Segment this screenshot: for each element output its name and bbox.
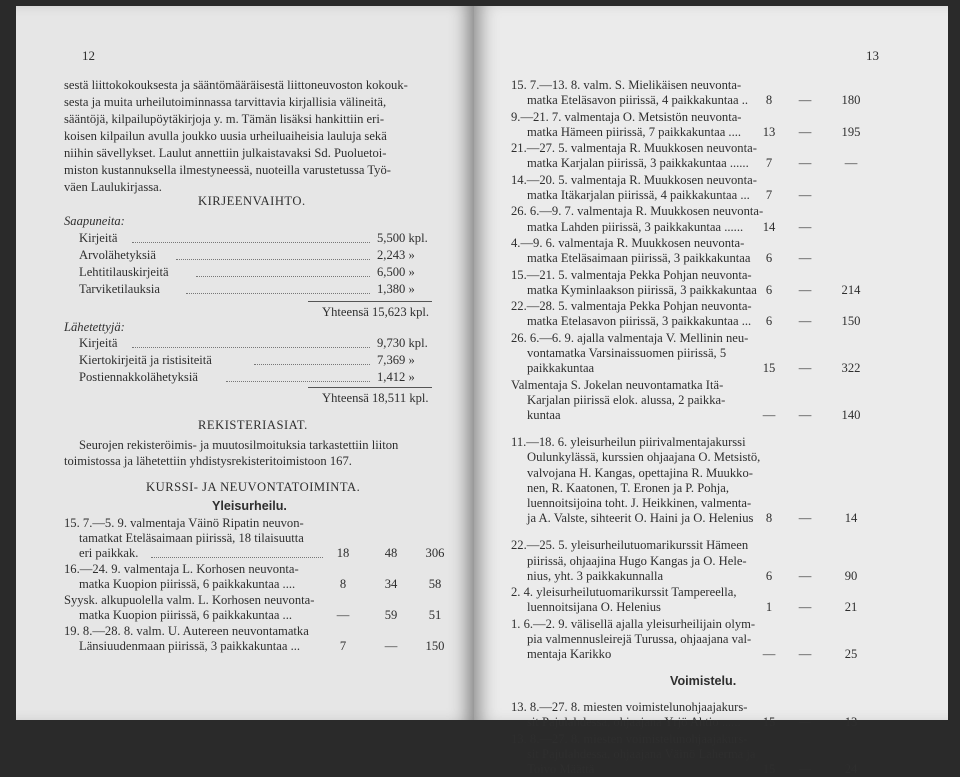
text-line: väen Laulukirjassa. xyxy=(64,180,162,194)
entry-col3: — xyxy=(844,156,858,171)
entry-line: matka Etelasavon piirissä, 3 paikkakuntaa ... xyxy=(527,314,752,329)
entry-col1: 6 xyxy=(765,568,773,583)
entry-line: matka Kyminlaakson piirissä, 3 paikkakuntaa xyxy=(527,282,757,297)
entry-col3: 180 xyxy=(841,93,861,108)
entry-line: 11.—18. 6. yleisurheilun piirivalmentajakurssi xyxy=(511,435,746,450)
entry-line: paikkakuntaa xyxy=(527,361,595,376)
entry-col2: — xyxy=(798,219,812,234)
entry-col3: 13 xyxy=(844,714,858,729)
sent-item-label: Kiertokirjeitä ja ristisiteitä xyxy=(79,353,212,367)
entry-line: pia valmennusleirejä Turussa, ohjaajana val- xyxy=(527,632,752,646)
entry-line: 14.—20. 5. valmentaja R. Muukkosen neuvonta- xyxy=(511,172,757,187)
entry-line: matka Lahden piirissä, 3 paikkakuntaa ...... xyxy=(527,219,744,234)
entry-col2: — xyxy=(798,600,812,615)
sum-rule xyxy=(308,301,432,302)
entry-col1: 8 xyxy=(765,93,773,108)
entry-col2: — xyxy=(384,639,398,653)
section-heading-rekisteriasiat: REKISTERIASIAT. xyxy=(198,418,308,432)
entry-col2: — xyxy=(798,124,812,139)
entry-col2: — xyxy=(798,251,812,266)
text-line: niihin sävellykset. Laulut annettiin julkaistavaksi Sd. Puoluetoi- xyxy=(64,146,387,160)
entry-col3: 150 xyxy=(841,314,861,329)
received-item-label: Lehtitilauskirjeitä xyxy=(79,265,169,279)
received-item-label: Tarviketilauksia xyxy=(79,282,160,296)
entry-line: mentaja Karikko xyxy=(527,647,612,662)
entry-line: 2. 4. yleisurheilutuomarikurssit Tampereella, xyxy=(511,585,737,600)
entry-line: 22.—25. 5. yleisurheilutuomarikurssit Hämeen xyxy=(511,538,749,553)
entry-col3: 140 xyxy=(841,408,861,422)
entry-col2: — xyxy=(798,282,812,297)
entry-line: matka Itäkarjalan piirissä, 4 paikkakuntaa ... xyxy=(527,188,750,202)
received-item-value: 6,500 » xyxy=(377,265,415,279)
sent-label: Lähetettyjä: xyxy=(64,320,125,334)
entry-col3: 195 xyxy=(841,124,861,139)
dot-leader xyxy=(196,276,370,277)
entry-col2: — xyxy=(798,93,812,108)
entry-line: 15. 7.—5. 9. valmentaja Väinö Ripatin neuvon- xyxy=(64,516,304,530)
entry-col3: 25 xyxy=(844,647,858,662)
sent-item-value: 7,369 » xyxy=(377,353,415,367)
entry-col1: 14 xyxy=(762,219,776,234)
entry-col1: 7 xyxy=(765,188,773,202)
entry-line: 21.—27. 5. valmentaja R. Muukkosen neuvonta- xyxy=(511,141,757,156)
dot-leader xyxy=(254,364,370,365)
right-page xyxy=(474,6,948,777)
entry-col2: — xyxy=(798,647,812,662)
entry-line: luennoitsijoina toht. J. Heikkinen, valmenta- xyxy=(527,496,752,510)
received-total: Yhteensä 15,623 kpl. xyxy=(322,305,430,319)
entry-line: matka Hämeen piirissä, 7 paikkakuntaa .... xyxy=(527,124,742,139)
received-item-label: Kirjeitä xyxy=(79,231,118,245)
entry-line: 26. 6.—6. 9. ajalla valmentaja V. Mellinin neu- xyxy=(511,330,749,345)
entry-col2: — xyxy=(798,361,812,376)
entry-line: kuntaa xyxy=(527,408,561,422)
entry-line: 22.—28. 5. valmentaja Pekka Pohjan neuvonta- xyxy=(511,299,752,314)
entry-col1: — xyxy=(762,408,776,422)
entry-col1: 8 xyxy=(339,577,347,591)
left-page xyxy=(16,6,474,720)
entry-line: eri paikkak. xyxy=(79,546,139,560)
entry-line: 15. 7.—13. 8. valm. S. Mielikäisen neuvonta- xyxy=(511,78,742,92)
entry-col2: — xyxy=(798,156,812,171)
dot-leader xyxy=(186,293,370,294)
entry-line: luennoitsijana O. Helenius xyxy=(527,600,661,615)
sent-item-label: Postiennakkolähetyksiä xyxy=(79,370,198,384)
entry-col2: — xyxy=(798,714,812,729)
dot-leader xyxy=(132,242,370,243)
entry-col2: — xyxy=(798,314,812,329)
dot-leader xyxy=(226,381,370,382)
entry-col1: 18 xyxy=(336,546,350,560)
entry-col2: — xyxy=(798,408,812,422)
entry-line: 16.—24. 9. valmentaja L. Korhosen neuvonta- xyxy=(64,562,299,576)
section-heading-kurssit: KURSSI- JA NEUVONTATOIMINTA. xyxy=(146,480,361,494)
entry-col1: 15 xyxy=(762,714,776,729)
entry-col2: — xyxy=(798,762,812,777)
text-line: miston kustannuksella ilmestyneessä, nuoteilla varustetussa Työ- xyxy=(64,163,391,177)
text-line: toimistossa ja lähetettiin yhdistysrekisteritoimistoon 167. xyxy=(64,454,352,468)
entry-col1: 6 xyxy=(765,282,773,297)
dot-leader xyxy=(151,557,323,558)
entry-line: nius, yht. 3 paikkakunnalla xyxy=(527,568,664,583)
entry-line: Valmentaja S. Jokelan neuvontamatka Itä- xyxy=(511,377,724,392)
received-item-value: 2,243 » xyxy=(377,248,415,262)
entry-line: matka Eteläsavon piirissä, 4 paikkakuntaa .. xyxy=(527,93,749,108)
text-line: sesta ja muita urheilutoiminnassa tarvittavia kirjallisia välineitä, xyxy=(64,95,387,109)
text-line: sääntöjä, kilpailupöytäkirjoja y. m. Tämän lisäksi hankittiin eri- xyxy=(64,112,385,126)
entry-line: Syysk. alkupuolella valm. L. Korhosen neuvonta- xyxy=(64,593,315,607)
entry-line: piirissä, ohjaajina Hugo Kangas ja O. Hele- xyxy=(527,553,747,568)
entry-line: matka Kuopion piirissä, 6 paikkakuntaa ... xyxy=(79,608,292,622)
entry-line: Karjalan piirissä elok. alussa, 2 paikka- xyxy=(527,392,726,407)
entry-col1: 13 xyxy=(762,124,776,139)
page-number: 13 xyxy=(866,48,879,63)
entry-line: matka Karjalan piirissä, 3 paikkakuntaa ...... xyxy=(527,156,749,171)
entry-line: Oulunkylässä, kurssien ohjaajana O. Metsistö, xyxy=(527,450,761,465)
page-number: 12 xyxy=(82,48,95,63)
entry-line: 19. 8.—28. 8. valm. U. Autereen neuvontamatka xyxy=(64,624,309,638)
text-line: sestä liittokokouksesta ja sääntömääräisestä liittoneuvoston kokouk- xyxy=(64,78,408,92)
entry-col3: 306 xyxy=(425,546,445,560)
entry-col1: 6 xyxy=(765,251,773,266)
entry-line: 1. 6.—2. 9. välisellä ajalla yleisurheilijain olym- xyxy=(511,616,756,631)
entry-line: 13. 8.—27. 8. miesten voimistelunohjaajakurs- xyxy=(511,699,748,714)
entry-col1: 15 xyxy=(762,762,776,777)
entry-col3: 90 xyxy=(844,568,858,583)
subheading-yleisurheilu: Yleisurheilu. xyxy=(212,499,287,513)
sent-total: Yhteensä 18,511 kpl. xyxy=(322,391,429,405)
entry-line: 4.—9. 6. valmentaja R. Muukkosen neuvonta- xyxy=(511,236,745,250)
entry-col2: — xyxy=(798,511,812,526)
entry-line: sit Pajulahdessa, ohjaajana Väinö Laherma ja xyxy=(527,747,756,762)
entry-col2: 34 xyxy=(384,577,398,591)
entry-col2: 48 xyxy=(384,546,398,560)
entry-line: nen, R. Kaatonen, T. Eronen ja P. Pohja, xyxy=(527,480,730,495)
dot-leader xyxy=(176,259,370,260)
sent-item-value: 9,730 kpl. xyxy=(377,336,428,350)
entry-col3: 322 xyxy=(841,361,861,376)
received-item-value: 1,380 » xyxy=(377,282,415,296)
received-label: Saapuneita: xyxy=(64,214,125,228)
received-item-value: 5,500 kpl. xyxy=(377,231,428,245)
entry-col3: 24 xyxy=(844,762,858,777)
entry-line: ja A. Valste, sihteerit O. Haini ja O. Helenius xyxy=(527,511,754,526)
entry-line: 13. 8.—27. 8. miesten voimistelunohjaajakurs- xyxy=(511,732,748,746)
entry-col2: — xyxy=(798,188,812,202)
entry-col1: 15 xyxy=(762,361,776,376)
entry-col1: — xyxy=(762,647,776,662)
entry-col3: 51 xyxy=(428,608,442,622)
entry-line: Länsiuudenmaan piirissä, 3 paikkakuntaa ... xyxy=(79,639,301,653)
text-line: Seurojen rekisteröimis- ja muutosilmoituksia tarkastettiin liiton xyxy=(79,438,399,452)
entry-col3: 14 xyxy=(844,511,858,526)
entry-line: vontamatka Varsinaissuomen piirissä, 5 xyxy=(527,346,727,360)
text-line: koisen kilpailun avulla joukko uusia urheiluaiheisia lauluja sekä xyxy=(64,129,387,143)
entry-line: 9.—21. 7. valmentaja O. Metsistön neuvonta- xyxy=(511,109,742,124)
received-item-label: Arvolähetyksiä xyxy=(79,248,156,262)
entry-col1: 7 xyxy=(339,639,347,653)
dot-leader xyxy=(132,347,370,348)
subheading-voimistelu: Voimistelu. xyxy=(670,673,737,688)
entry-line: matka Eteläsaimaan piirissä, 3 paikkakuntaa xyxy=(527,251,751,266)
sum-rule xyxy=(308,387,432,388)
entry-col3: 58 xyxy=(428,577,442,591)
entry-line: tamatkat Eteläsaimaan piirissä, 18 tilaisuutta xyxy=(79,531,304,545)
entry-line: sit Pajulahdessa, ohjaajana Yrjö Ahtio ...... xyxy=(527,714,741,729)
sent-item-label: Kirjeitä xyxy=(79,336,118,350)
section-heading-kirjeenvaihto: KIRJEENVAIHTO. xyxy=(198,194,306,208)
entry-col1: 6 xyxy=(765,314,773,329)
entry-line: valvojana H. Kangas, opettajina R. Muukko- xyxy=(527,465,753,480)
entry-col2: 59 xyxy=(384,608,398,622)
entry-col1: — xyxy=(336,608,350,622)
entry-col1: 8 xyxy=(765,511,773,526)
entry-line: Toivo Määttä xyxy=(527,762,595,777)
entry-line: 15.—21. 5. valmentaja Pekka Pohjan neuvonta- xyxy=(511,267,752,282)
entry-col1: 1 xyxy=(765,600,773,615)
entry-col3: 21 xyxy=(844,600,858,615)
entry-col2: — xyxy=(798,568,812,583)
entry-col3: 214 xyxy=(841,282,861,297)
entry-line: 26. 6.—9. 7. valmentaja R. Muukkosen neuvonta- xyxy=(511,204,764,219)
entry-col1: 7 xyxy=(765,156,773,171)
entry-col3: 150 xyxy=(425,639,445,653)
entry-line: matka Kuopion piirissä, 6 paikkakuntaa .... xyxy=(79,577,296,591)
sent-item-value: 1,412 » xyxy=(377,370,415,384)
